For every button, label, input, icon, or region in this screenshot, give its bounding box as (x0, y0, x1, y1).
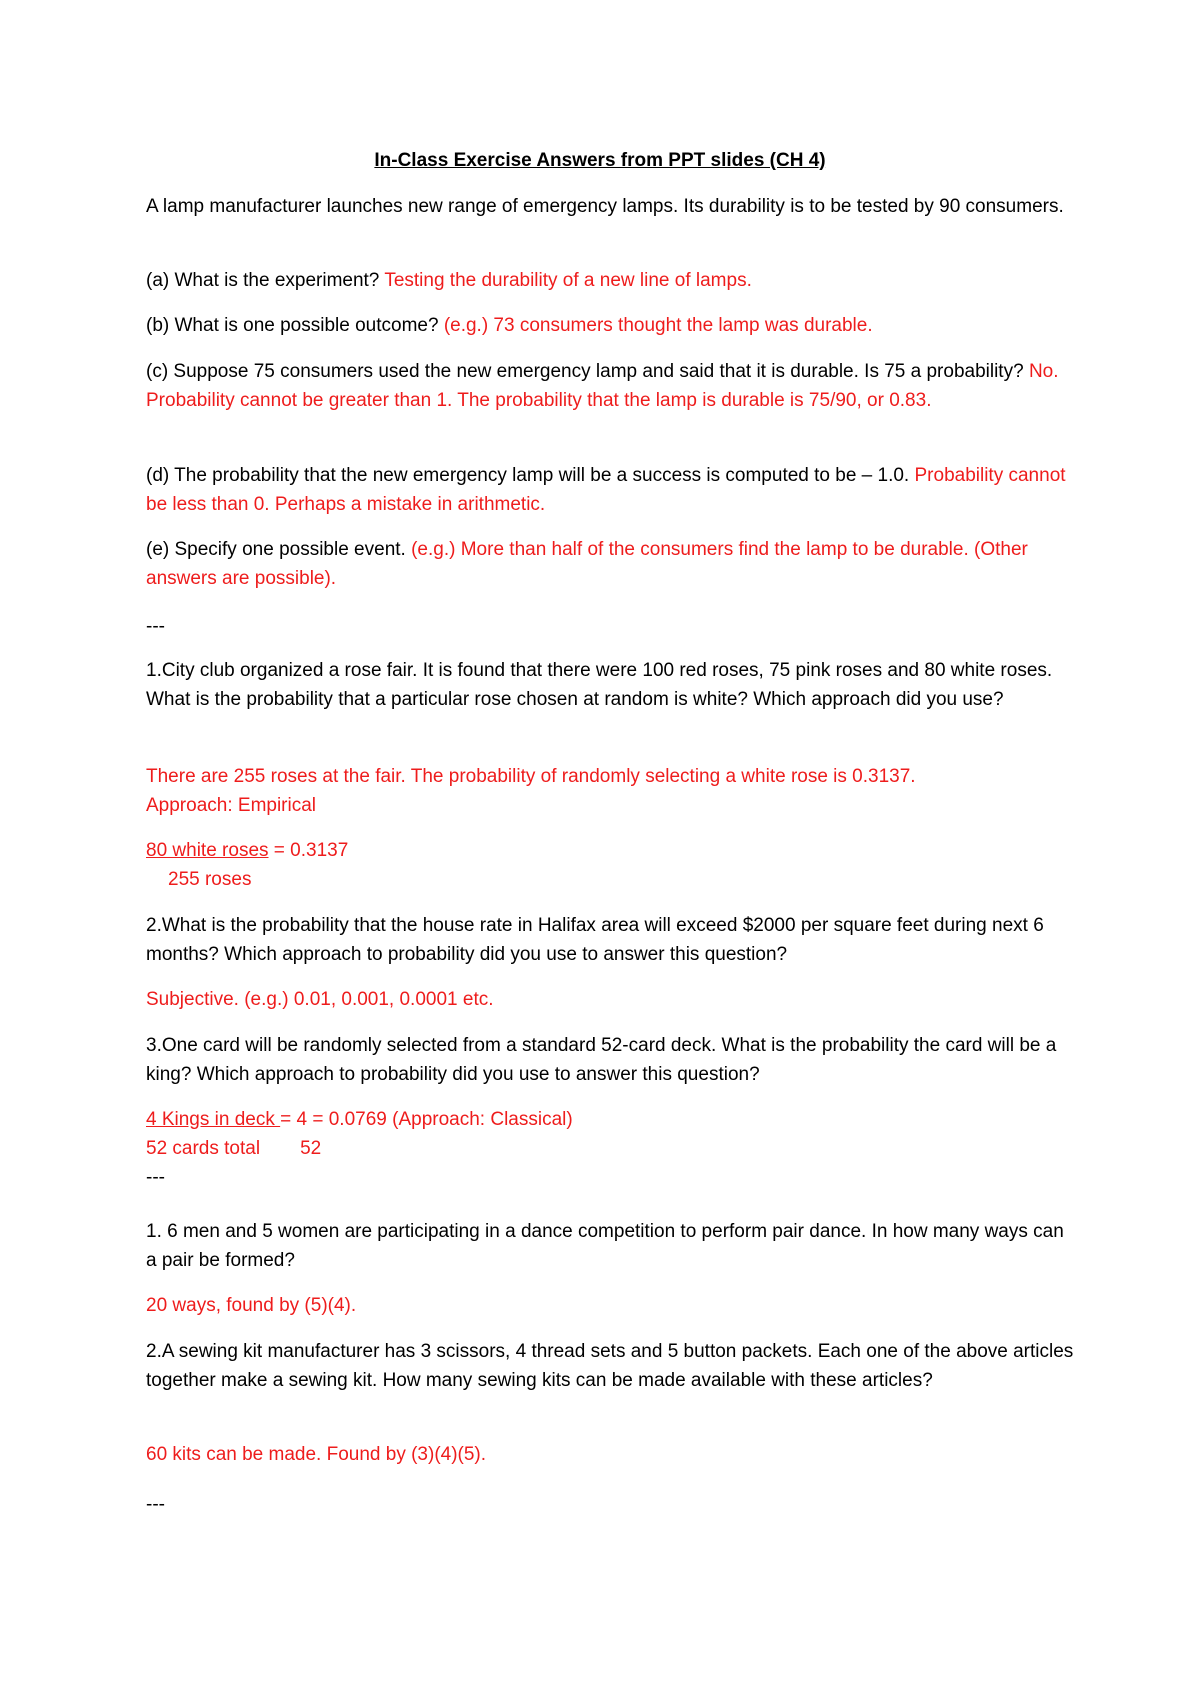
answer-text: Testing the durability of a new line of lamps. (384, 270, 752, 291)
question-c (146, 357, 1076, 415)
fraction-numerator: 80 white roses (146, 840, 269, 861)
question-text: (c) Suppose 75 consumers used the new emergency lamp and said that it is durable. Is 75 a probability? (146, 361, 1029, 382)
fraction-result: = 0.3137 (268, 840, 349, 861)
rose-answer-line2: Approach: Empirical (146, 795, 317, 816)
answer-text: (e.g.) More than half of the consumers find the lamp to be durable. (Other answers are possible). (146, 539, 1028, 589)
dance-answer: 20 ways, found by (5)(4). (146, 1295, 357, 1316)
question-e (146, 535, 1076, 593)
fraction-result: = 4 = 0.0769 (Approach: Classical) (280, 1109, 573, 1130)
answer-text: Probability cannot be less than 0. Perhaps a mistake in arithmetic. (146, 465, 1066, 515)
question-text: (e) Specify one possible event. (146, 539, 412, 560)
dance-question: 1. 6 men and 5 women are participating in a dance competition to perform pair dance. In how many ways can a pair be formed? (146, 1221, 1064, 1271)
question-a (146, 266, 1076, 295)
sewing-answer: 60 kits can be made. Found by (3)(4)(5). (146, 1444, 487, 1465)
fraction-denominator: 255 roses (168, 869, 252, 890)
question-b (146, 311, 1076, 340)
question-d (146, 461, 1076, 519)
card-question: 3.One card will be randomly selected from a standard 52-card deck. What is the probability the card will be a king? Which approach to probability did you use to answer this question? (146, 1035, 1057, 1085)
house-question: 2.What is the probability that the house rate in Halifax area will exceed $2000 per square feet during next 6 months? Which approach to probability did you use to answer this question? (146, 915, 1044, 965)
question-text: (b) What is one possible outcome? (146, 315, 444, 336)
rose-question: 1.City club organized a rose fair. It is found that there were 100 red roses, 75 pink roses and 80 white roses. What is the probability that a particular rose chosen at random is white? Which approach did you use? (146, 660, 1053, 710)
intro-paragraph: A lamp manufacturer launches new range of emergency lamps. Its durability is to be tested by 90 consumers. (146, 196, 1064, 217)
question-text: (a) What is the experiment? (146, 270, 385, 291)
question-text: (d) The probability that the new emergency lamp will be a success is computed to be – 1.0. (146, 465, 915, 486)
fraction-denominator: 52 cards total (146, 1138, 261, 1159)
answer-text: No. Probability cannot be greater than 1. The probability that the lamp is durable is 75/90, or 0.83. (146, 361, 1059, 411)
card-fraction (146, 1105, 1076, 1163)
answer-text: (e.g.) 73 consumers thought the lamp was durable. (443, 315, 873, 336)
house-answer: Subjective. (e.g.) 0.01, 0.001, 0.0001 etc. (146, 989, 494, 1010)
sewing-question: 2.A sewing kit manufacturer has 3 scissors, 4 thread sets and 5 button packets. Each one of the above articles together make a sewing kit. How many sewing kits can be made available with these articles? (146, 1341, 1074, 1391)
separator: --- (146, 1494, 165, 1515)
rose-answer-line1: There are 255 roses at the fair. The probability of randomly selecting a white rose is 0.3137. (146, 766, 916, 787)
rose-answer (146, 762, 1076, 820)
separator: --- (146, 1167, 165, 1188)
separator: --- (146, 616, 165, 637)
page-title: In-Class Exercise Answers from PPT slides (CH 4) (374, 150, 826, 171)
fraction-numerator: 4 Kings in deck (146, 1109, 281, 1130)
rose-fraction (146, 836, 1076, 894)
fraction-denominator-value: 52 (300, 1138, 322, 1159)
